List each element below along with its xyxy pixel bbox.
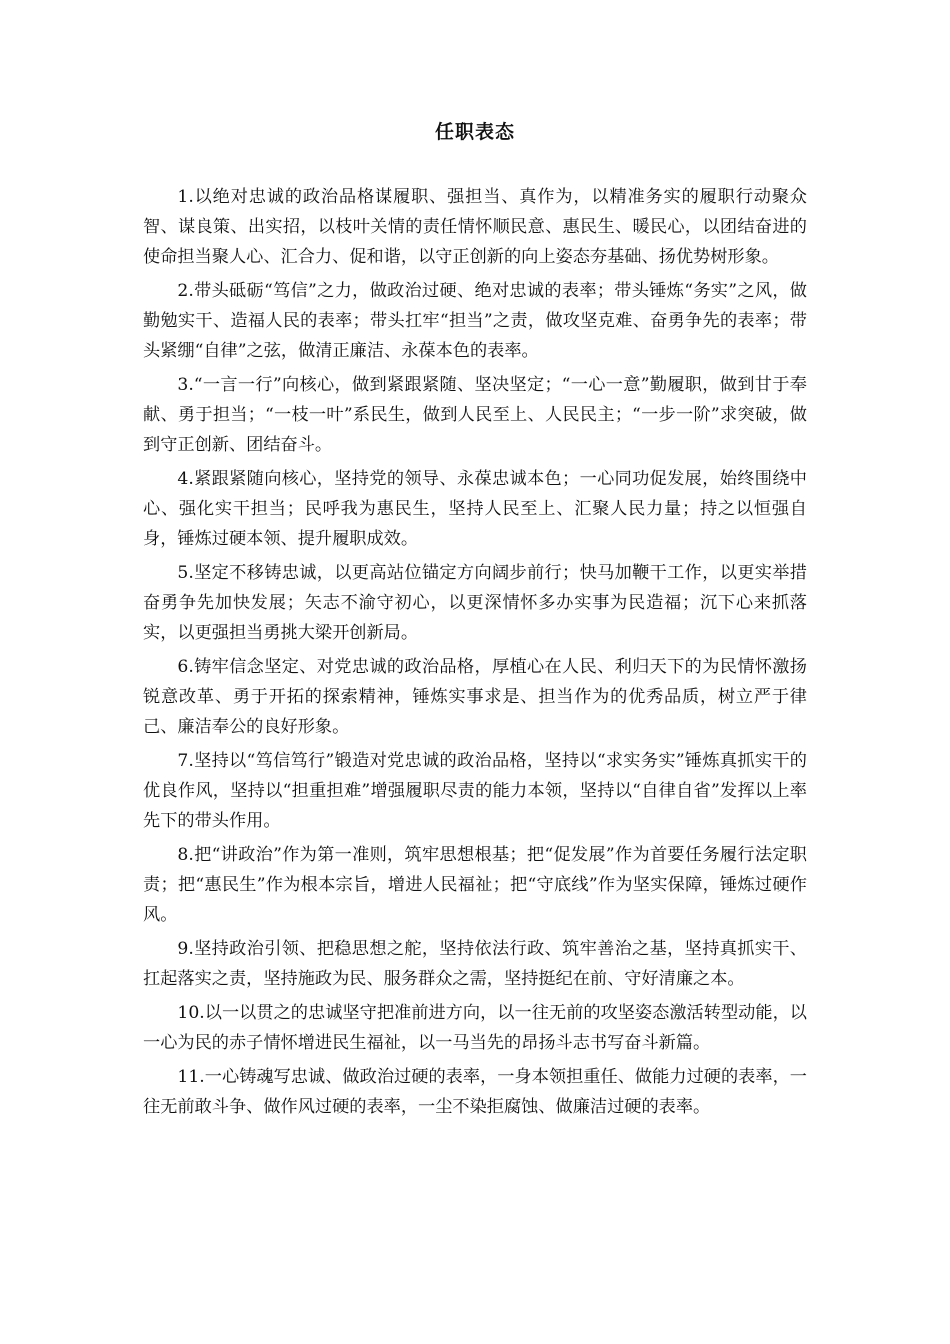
paragraph-1: 1.以绝对忠诚的政治品格谋履职、强担当、真作为，以精准务实的履职行动聚众智、谋良策、出实招，以枝叶关情的责任情怀顺民意、惠民生、暖民心，以团结奋进的使命担当聚人心、汇合力、促和谐，以守正创新的向上姿态夯基础、扬优势树形象。 [143, 187, 807, 267]
paragraph-2: 2.带头砥砺“笃信”之力，做政治过硬、绝对忠诚的表率；带头锤炼“务实”之风，做勤勉实干、造福人民的表率；带头扛牢“担当”之责，做攻坚克难、奋勇争先的表率；带头紧绷“自律”之弦，做清正廉洁、永葆本色的表率。 [143, 281, 807, 361]
paragraph-9: 9.坚持政治引领、把稳思想之舵，坚持依法行政、筑牢善治之基，坚持真抓实干、扛起落实之责，坚持施政为民、服务群众之需，坚持挺纪在前、守好清廉之本。 [143, 939, 807, 989]
paragraph-6: 6.铸牢信念坚定、对党忠诚的政治品格，厚植心在人民、利归天下的为民情怀激扬锐意改革、勇于开拓的探索精神，锤炼实事求是、担当作为的优秀品质，树立严于律己、廉洁奉公的良好形象。 [143, 657, 807, 737]
paragraph-10: 10.以一以贯之的忠诚坚守把准前进方向，以一往无前的攻坚姿态激活转型动能，以一心为民的赤子情怀增进民生福祉，以一马当先的昂扬斗志书写奋斗新篇。 [143, 1003, 807, 1053]
document-title: 任职表态 [434, 121, 515, 143]
paragraph-8: 8.把“讲政治”作为第一准则，筑牢思想根基；把“促发展”作为首要任务履行法定职责；把“惠民生”作为根本宗旨，增进人民福祉；把“守底线”作为坚实保障，锤炼过硬作风。 [143, 845, 807, 925]
paragraph-4: 4.紧跟紧随向核心，坚持党的领导、永葆忠诚本色；一心同功促发展，始终围绕中心、强化实干担当；民呼我为惠民生，坚持人民至上、汇聚人民力量；持之以恒强自身，锤炼过硬本领、提升履职成效。 [143, 469, 807, 549]
document-body [143, 182, 807, 1126]
paragraph-3: 3.“一言一行”向核心，做到紧跟紧随、坚决坚定；“一心一意”勤履职，做到甘于奉献、勇于担当；“一枝一叶”系民生，做到人民至上、人民民主；“一步一阶”求突破，做到守正创新、团结奋斗。 [143, 375, 807, 455]
paragraph-11: 11.一心铸魂写忠诚、做政治过硬的表率，一身本领担重任、做能力过硬的表率，一往无前敢斗争、做作风过硬的表率，一尘不染拒腐蚀、做廉洁过硬的表率。 [143, 1067, 807, 1117]
paragraph-5: 5.坚定不移铸忠诚，以更高站位锚定方向阔步前行；快马加鞭干工作，以更实举措奋勇争先加快发展；矢志不渝守初心，以更深情怀多办实事为民造福；沉下心来抓落实，以更强担当勇挑大梁开创新局。 [143, 563, 807, 643]
paragraph-7: 7.坚持以“笃信笃行”锻造对党忠诚的政治品格，坚持以“求实务实”锤炼真抓实干的优良作风，坚持以“担重担难”增强履职尽责的能力本领，坚持以“自律自省”发挥以上率先下的带头作用。 [143, 751, 807, 831]
